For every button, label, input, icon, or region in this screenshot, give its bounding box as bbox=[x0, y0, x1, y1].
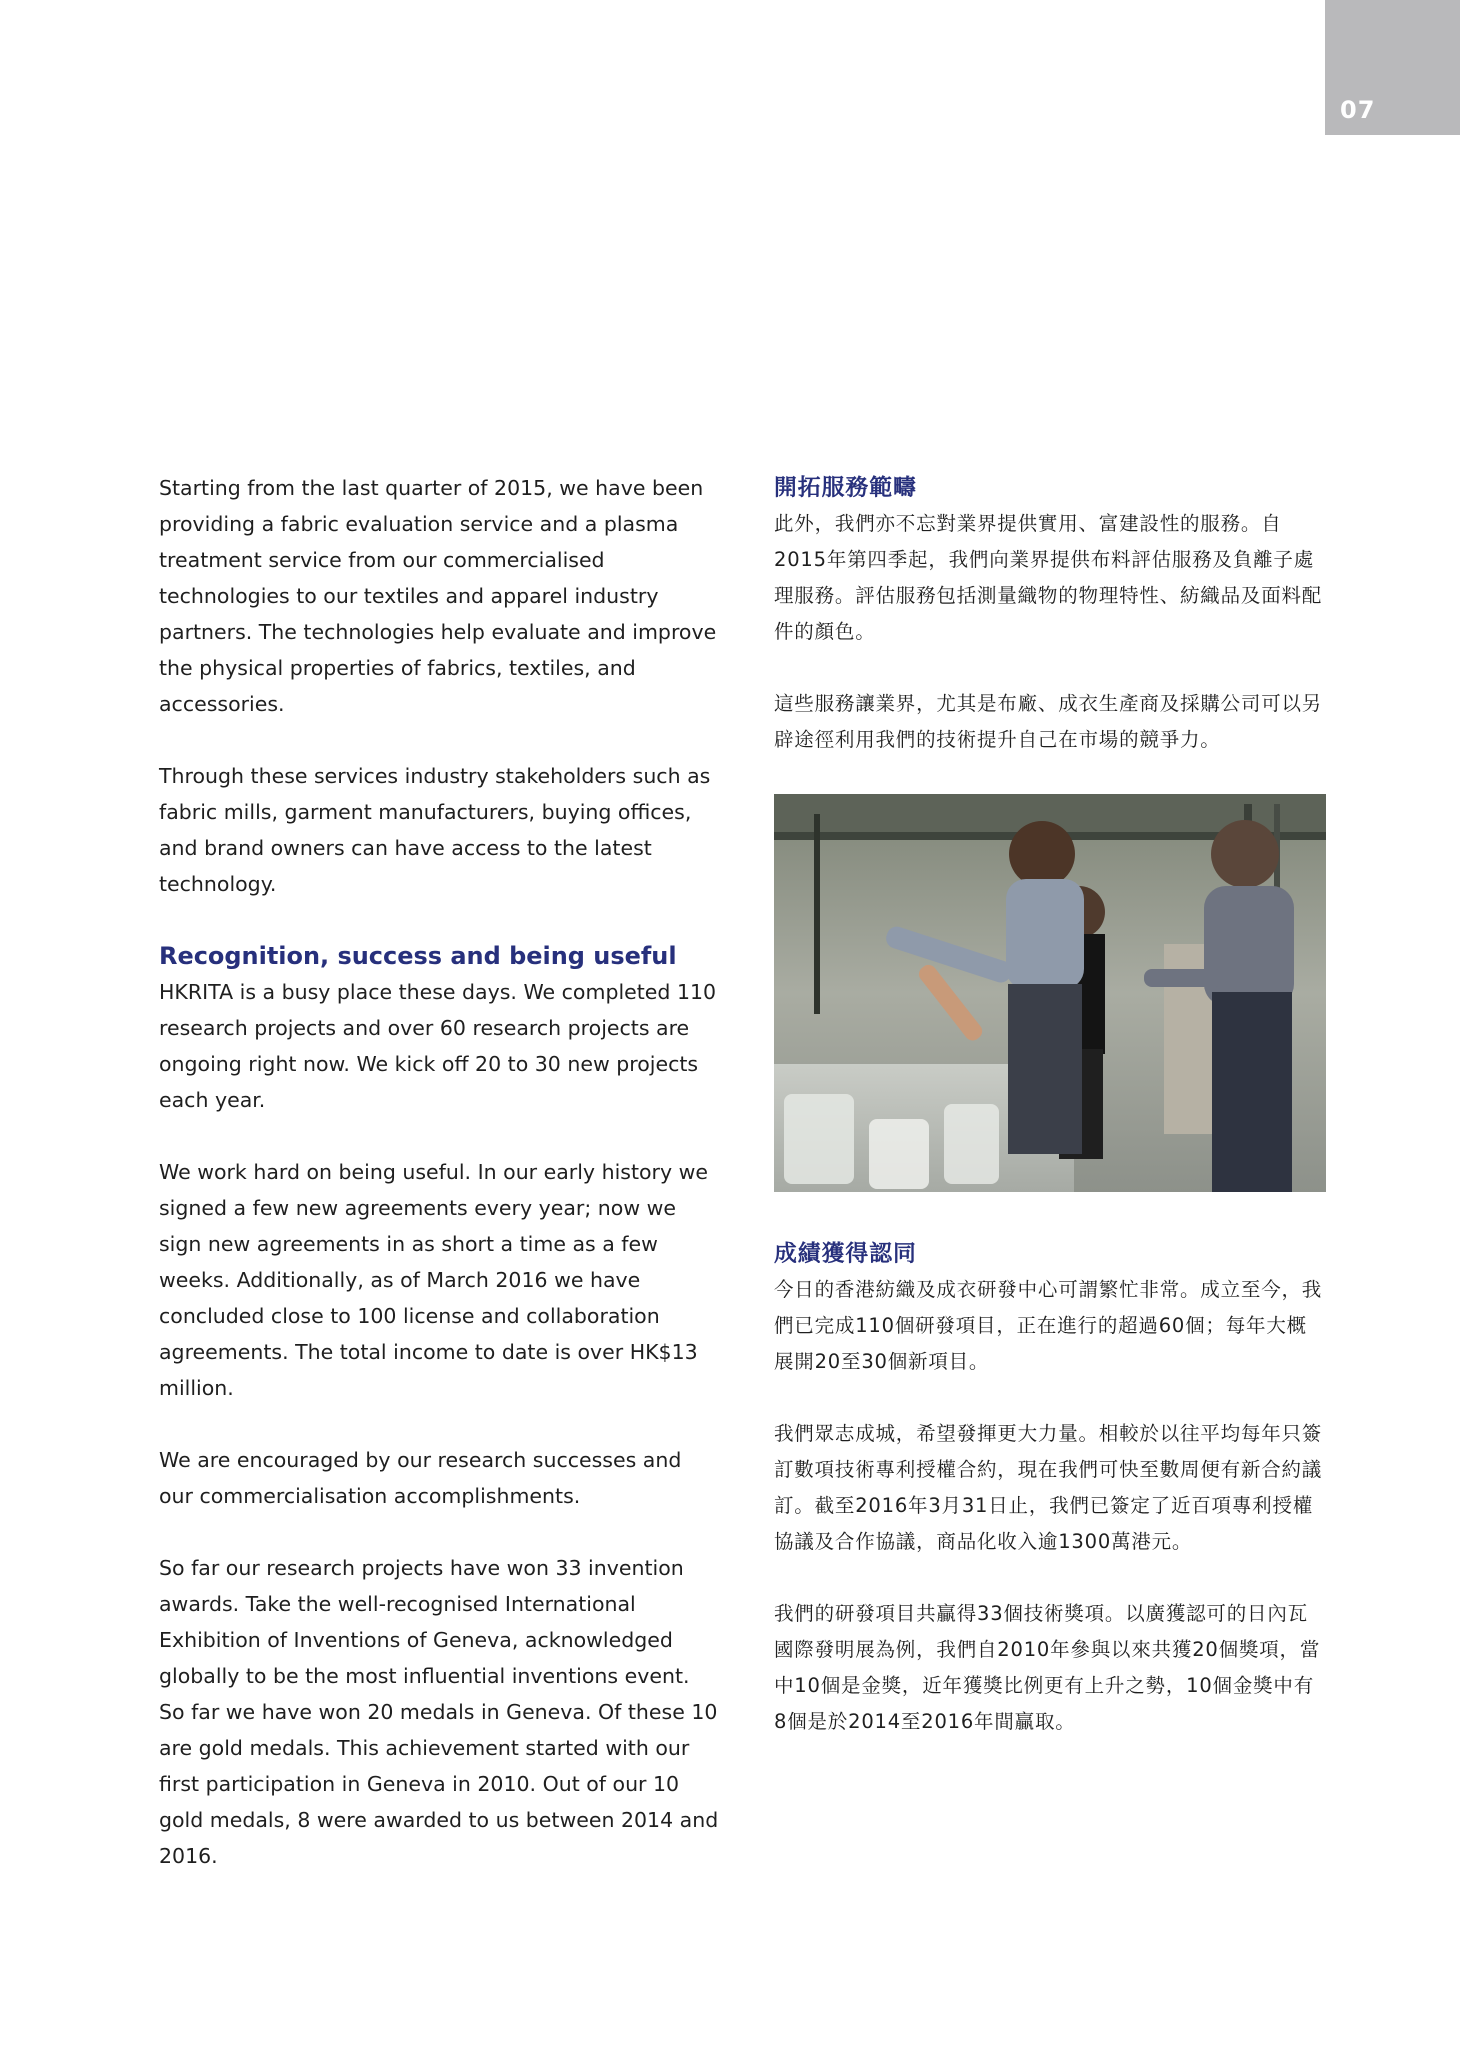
english-column bbox=[159, 470, 719, 1910]
chinese-paragraph-agreements: 我們眾志成城，希望發揮更大力量。相較於以往平均每年只簽訂數項技術專利授權合約，現在我們可快至數周便有新合約議訂。截至2016年3月31日止，我們已簽定了近百項專利授權協議及合作協議，商品化收入逾1300萬港元。 bbox=[774, 1422, 1323, 1553]
chinese-paragraph-projects: 今日的香港紡織及成衣研發中心可謂繁忙非常。成立至今，我們已完成110個研發項目，正在進行的超過60個；每年大概展開20至30個新項目。 bbox=[774, 1278, 1323, 1373]
lab-photo bbox=[774, 794, 1326, 1192]
english-paragraph-agreements: We work hard on being useful. In our early history we signed a few new agreements every year; now we sign new agreements in as short a time as a few weeks. Additionally, as of March 2016 we have concluded close to 100 license and collaboration agreements. The total income to date is over HK$13 million. bbox=[159, 1160, 708, 1400]
chinese-heading-services: 開拓服務範疇 bbox=[774, 475, 917, 501]
english-paragraph-awards: So far our research projects have won 33 invention awards. Take the well-recognised International Exhibition of Inventions of Geneva, acknowledged globally to be the most influential inventions event. So far we have won 20 medals in Geneva. Of these 10 are gold medals. This achievement started with our first participation in Geneva in 2010. Out of our 10 gold medals, 8 were awarded to us between 2014 and 2016. bbox=[159, 1556, 719, 1868]
english-paragraph-encouraged: We are encouraged by our research successes and our commercialisation accomplishments. bbox=[159, 1448, 682, 1508]
english-heading-recognition: Recognition, success and being useful bbox=[159, 942, 677, 970]
english-paragraph-services: Starting from the last quarter of 2015, we have been providing a fabric evaluation service and a plasma treatment service from our commercialised technologies to our textiles and apparel industry partners. The technologies help evaluate and improve the physical properties of fabrics, textiles, and accessories. bbox=[159, 476, 717, 716]
page-number: 07 bbox=[1340, 96, 1376, 124]
chinese-column bbox=[774, 470, 1326, 1776]
chinese-paragraph-stakeholders: 這些服務讓業界，尤其是布廠、成衣生產商及採購公司可以另辟途徑利用我們的技術提升自己在市場的競爭力。 bbox=[774, 692, 1323, 751]
chinese-paragraph-services: 此外，我們亦不忘對業界提供實用、富建設性的服務。自2015年第四季起，我們向業界提供布料評估服務及負離子處理服務。評估服務包括測量織物的物理特性、紡織品及面料配件的顏色。 bbox=[774, 512, 1323, 643]
english-paragraph-projects: HKRITA is a busy place these days. We completed 110 research projects and over 60 research projects are ongoing right now. We kick off 20 to 30 new projects each year. bbox=[159, 980, 717, 1112]
english-paragraph-stakeholders: Through these services industry stakeholders such as fabric mills, garment manufacturers, buying offices, and brand owners can have access to the latest technology. bbox=[159, 764, 711, 896]
chinese-paragraph-awards: 我們的研發項目共贏得33個技術獎項。以廣獲認可的日內瓦國際發明展為例，我們自2010年參與以來共獲20個獎項，當中10個是金獎，近年獲獎比例更有上升之勢，10個金獎中有8個是於2014至2016年間贏取。 bbox=[774, 1602, 1321, 1733]
chinese-heading-recognition: 成績獲得認同 bbox=[774, 1241, 917, 1267]
